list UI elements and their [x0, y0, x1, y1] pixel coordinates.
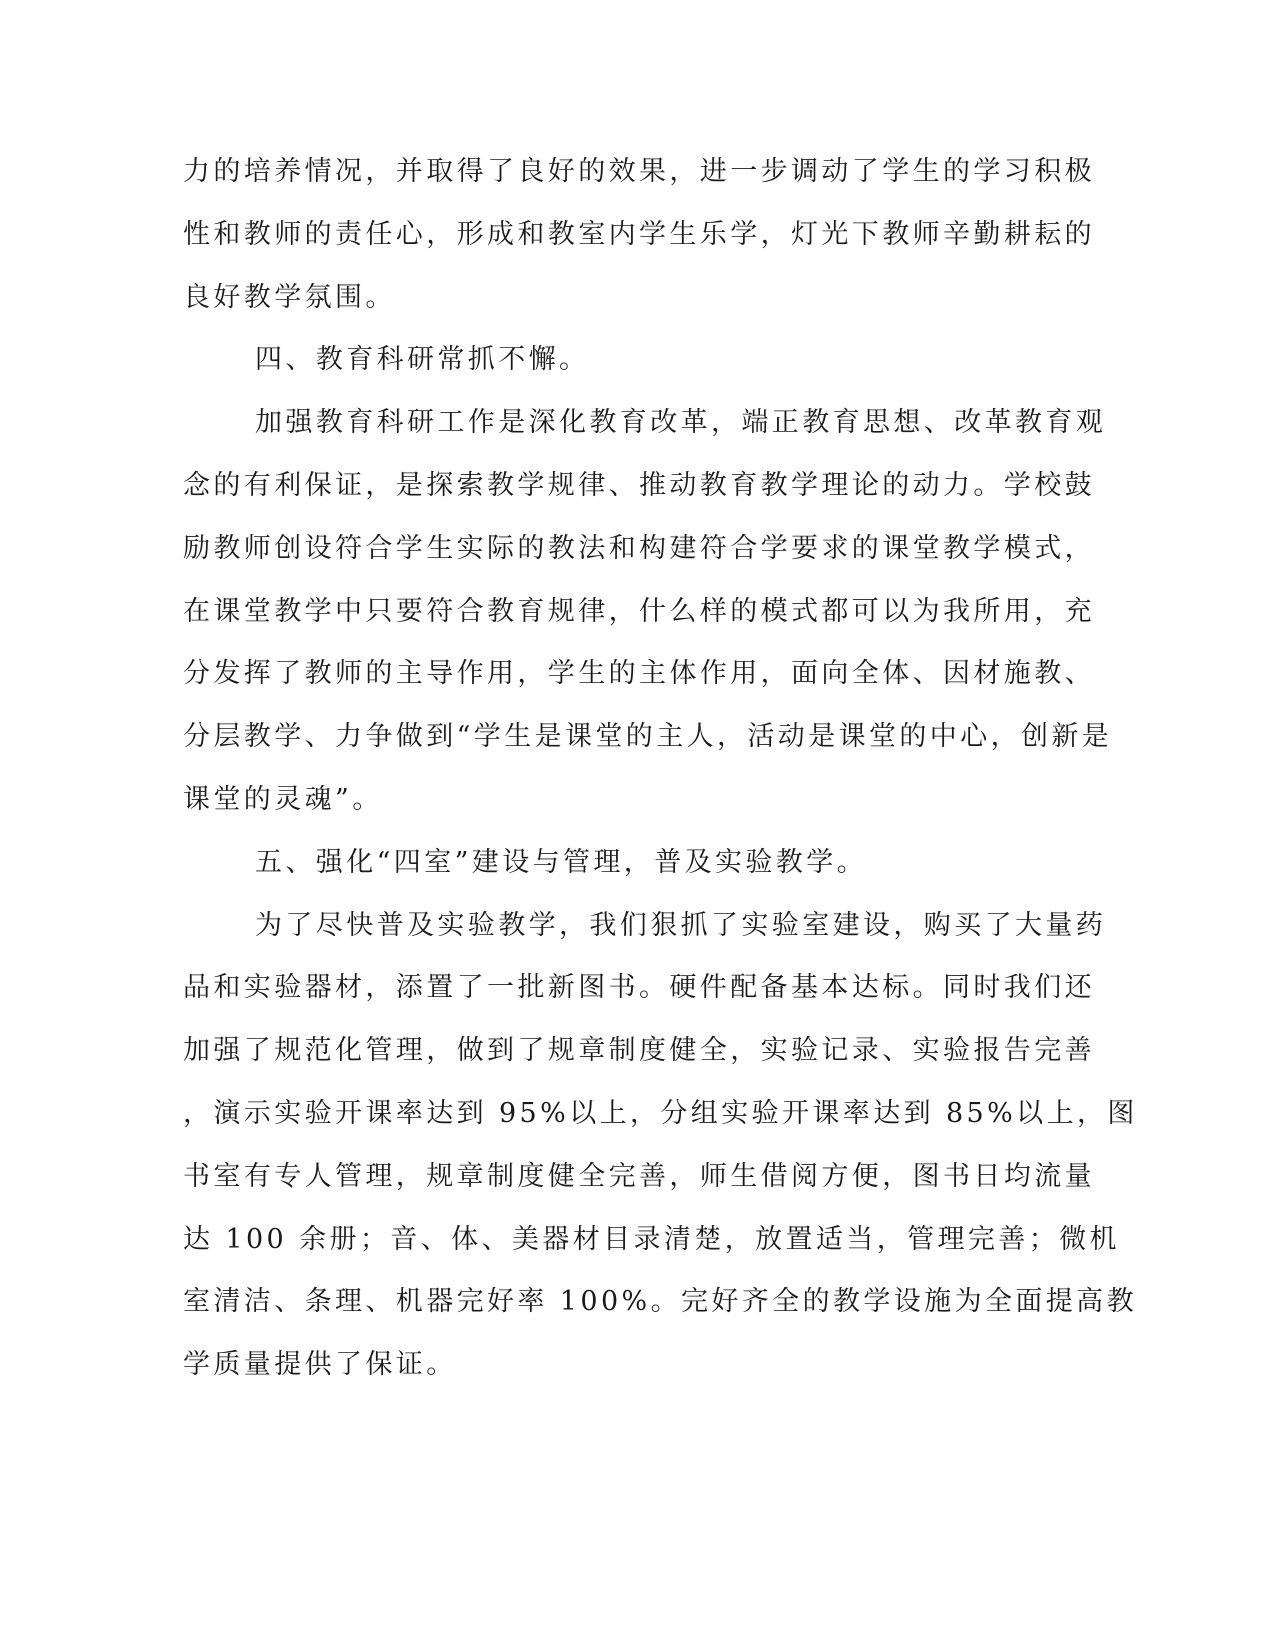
paragraph-line: 分层教学、力争做到“学生是课堂的主人，活动是课堂的中心，创新是: [183, 721, 1113, 753]
paragraph-line: 良好教学氛围。: [183, 281, 396, 313]
section-heading: 四、教育科研常抓不懈。: [255, 344, 590, 376]
paragraph-line: 达 100 余册；音、体、美器材目录清楚，放置适当，管理完善；微机: [183, 1223, 1120, 1255]
paragraph-line: 为了尽快普及实验教学，我们狠抓了实验室建设，购买了大量药: [255, 909, 1107, 941]
paragraph-line: 书室有专人管理，规章制度健全完善，师生借阅方便，图书日均流量: [183, 1160, 1095, 1192]
paragraph-line: 课堂的灵魂”。: [183, 783, 383, 815]
paragraph-line: 学质量提供了保证。: [183, 1349, 457, 1381]
paragraph-line: 加强教育科研工作是深化教育改革，端正教育思想、改革教育观: [255, 407, 1107, 439]
paragraph-line: 力的培养情况，并取得了良好的效果，进一步调动了学生的学习积极: [183, 156, 1095, 187]
section-heading: 五、强化“四室”建设与管理，普及实验教学。: [255, 846, 868, 878]
paragraph-line: 在课堂教学中只要符合教育规律，什么样的模式都可以为我所用，充: [183, 595, 1095, 627]
paragraph-line: 室清洁、条理、机器完好率 100%。完好齐全的教学设施为全面提高教: [183, 1286, 1137, 1318]
paragraph-line: ，演示实验开课率达到 95%以上，分组实验开课率达到 85%以上，图: [183, 1097, 1138, 1129]
document-body: [183, 155, 1138, 1411]
paragraph-line: 加强了规范化管理，做到了规章制度健全，实验记录、实验报告完善: [183, 1035, 1095, 1067]
paragraph-line: 励教师创设符合学生实际的教法和构建符合学要求的课堂教学模式，: [183, 532, 1095, 564]
paragraph-line: 分发挥了教师的主导作用，学生的主体作用，面向全体、因材施教、: [183, 658, 1095, 690]
paragraph-line: 性和教师的责任心，形成和教室内学生乐学，灯光下教师辛勤耕耘的: [183, 218, 1095, 250]
paragraph-line: 品和实验器材，添置了一批新图书。硬件配备基本达标。同时我们还: [183, 972, 1095, 1004]
paragraph-line: 念的有利保证，是探索教学规律、推动教育教学理论的动力。学校鼓: [183, 469, 1095, 501]
